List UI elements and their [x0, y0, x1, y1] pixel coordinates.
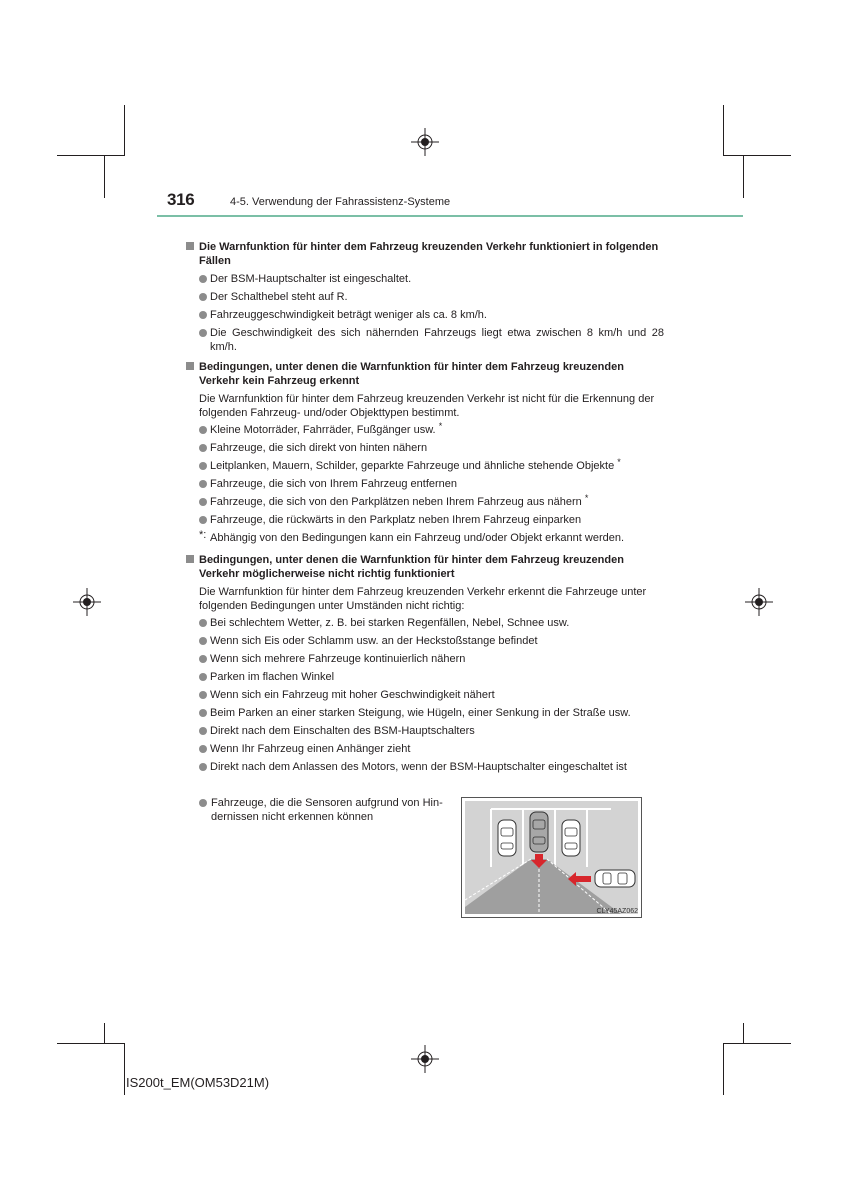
registration-mark-icon: [411, 1045, 439, 1073]
crop-mark: [124, 105, 125, 156]
list-item: Der Schalthebel steht auf R.: [186, 290, 664, 304]
bullet-dot-icon: [199, 745, 207, 753]
crop-mark: [743, 1023, 744, 1043]
registration-mark-icon: [411, 128, 439, 156]
footer-model: IS200t_EM(OM53D21M): [126, 1075, 270, 1090]
crop-mark: [57, 155, 124, 156]
list-item: Fahrzeuge, die sich von den Parkplätzen neben Ihrem Fahrzeug aus nähern *: [186, 495, 664, 509]
crop-mark: [723, 105, 724, 156]
bullet-dot-icon: [199, 763, 207, 771]
parked-car-right: [562, 820, 580, 856]
crop-mark: [57, 1043, 124, 1044]
bullet-dot-icon: [199, 444, 207, 452]
crop-mark: [724, 155, 791, 156]
parking-diagram: [461, 797, 642, 918]
list-item: Fahrzeuge, die sich von Ihrem Fahrzeug entfernen: [186, 477, 664, 491]
list-item: Kleine Motorräder, Fahrräder, Fußgänger usw. *: [186, 423, 664, 437]
figure-caption-bullet: Fahrzeuge, die die Sensoren aufgrund von Hin-dernissen nicht erkennen können: [199, 796, 466, 824]
bullet-dot-icon: [199, 709, 207, 717]
footnote-asterisk: *: [617, 457, 621, 467]
bullet-dot-icon: [199, 480, 207, 488]
list-item: Fahrzeuge, die sich direkt von hinten nähern: [186, 441, 664, 455]
list-item: Bei schlechtem Wetter, z. B. bei starken Regenfällen, Nebel, Schnee usw.: [186, 616, 664, 630]
crop-mark: [723, 1043, 724, 1095]
section-heading: Die Warnfunktion für hinter dem Fahrzeug kreuzenden Verkehr funktioniert in folgenden Fällen: [186, 240, 664, 268]
list-item: Direkt nach dem Anlassen des Motors, wenn der BSM-Hauptschalter eingeschaltet ist: [186, 760, 664, 774]
footnote: *: Abhängig von den Bedingungen kann ein Fahrzeug und/oder Objekt erkannt werden.: [199, 529, 625, 544]
section-3: [186, 553, 664, 774]
footnote-mark: *:: [199, 529, 207, 541]
list-item: Beim Parken an einer starken Steigung, wie Hügeln, einer Senkung in der Straße usw.: [186, 706, 664, 720]
crop-mark: [104, 1023, 105, 1043]
list-item: Wenn sich Eis oder Schlamm usw. an der Heckstoßstange befindet: [186, 634, 664, 648]
list-item: Parken im flachen Winkel: [186, 670, 664, 684]
section-title: 4-5. Verwendung der Fahrassistenz-Systeme: [230, 196, 451, 208]
my-car: [530, 812, 548, 852]
registration-mark-icon: [745, 588, 773, 616]
list-item: Der BSM-Hauptschalter ist eingeschaltet.: [186, 272, 664, 286]
list-item: Direkt nach dem Einschalten des BSM-Hauptschalters: [186, 724, 664, 738]
approaching-car: [595, 870, 635, 887]
list-item: Fahrzeuge, die rückwärts in den Parkplatz neben Ihrem Fahrzeug einparken: [186, 513, 664, 527]
list-item: Fahrzeuggeschwindigkeit beträgt weniger als ca. 8 km/h.: [186, 308, 664, 322]
header-rule: [157, 215, 743, 217]
footnote-asterisk: *: [584, 493, 589, 503]
bullet-dot-icon: [199, 462, 207, 470]
list-item: Wenn sich ein Fahrzeug mit hoher Geschwindigkeit nähert: [186, 688, 664, 702]
bullet-dot-icon: [199, 691, 207, 699]
bullet-dot-icon: [199, 329, 207, 337]
list-item: Wenn sich mehrere Fahrzeuge kontinuierlich nähern: [186, 652, 664, 666]
square-bullet-icon: [186, 555, 194, 563]
crop-mark: [743, 156, 744, 198]
bullet-dot-icon: [199, 498, 207, 506]
list-item: Wenn Ihr Fahrzeug einen Anhänger zieht: [186, 742, 664, 756]
bullet-dot-icon: [199, 311, 207, 319]
parking-illustration: [461, 797, 642, 918]
section-intro: Die Warnfunktion für hinter dem Fahrzeug kreuzenden Verkehr erkennt die Fahrzeuge unter folgenden Bedingungen unter Umständen nicht richtig:: [199, 586, 647, 612]
section-1: [186, 240, 664, 354]
bullet-dot-icon: [199, 619, 207, 627]
bullet-dot-icon: [199, 655, 207, 663]
bullet-dot-icon: [199, 426, 207, 434]
list-item: Leitplanken, Mauern, Schilder, geparkte Fahrzeuge und ähnliche stehende Objekte *: [186, 459, 664, 473]
main-content: [186, 240, 664, 780]
section-heading: Bedingungen, unter denen die Warnfunktion für hinter dem Fahrzeug kreuzenden Verkehr möglicherweise nicht richtig funktioniert: [186, 553, 664, 581]
parked-car-left: [498, 820, 516, 856]
list-item: Die Geschwindigkeit des sich nähernden Fahrzeugs liegt etwa zwischen 8 km/h und 28 km/h.: [186, 326, 664, 354]
crop-mark: [124, 1043, 125, 1095]
registration-mark-icon: [73, 588, 101, 616]
crop-mark: [104, 156, 105, 198]
bullet-dot-icon: [199, 799, 207, 807]
section-2: [186, 360, 664, 545]
bullet-dot-icon: [199, 673, 207, 681]
square-bullet-icon: [186, 362, 194, 370]
section-heading: Bedingungen, unter denen die Warnfunktion für hinter dem Fahrzeug kreuzenden Verkehr kein Fahrzeug erkennt: [186, 360, 664, 388]
bullet-dot-icon: [199, 275, 207, 283]
footnote-asterisk: *: [438, 421, 443, 431]
bullet-dot-icon: [199, 727, 207, 735]
bullet-dot-icon: [199, 293, 207, 301]
bullet-dot-icon: [199, 516, 207, 524]
square-bullet-icon: [186, 242, 194, 250]
page-number: 316: [167, 190, 195, 209]
bullet-dot-icon: [199, 637, 207, 645]
crop-mark: [724, 1043, 791, 1044]
figure-code: CLY45AZ062: [596, 908, 638, 915]
section-intro: Die Warnfunktion für hinter dem Fahrzeug kreuzenden Verkehr ist nicht für die Erkennung der folgenden Fahrzeug- und/oder Objekttypen bestimmt.: [199, 393, 655, 419]
